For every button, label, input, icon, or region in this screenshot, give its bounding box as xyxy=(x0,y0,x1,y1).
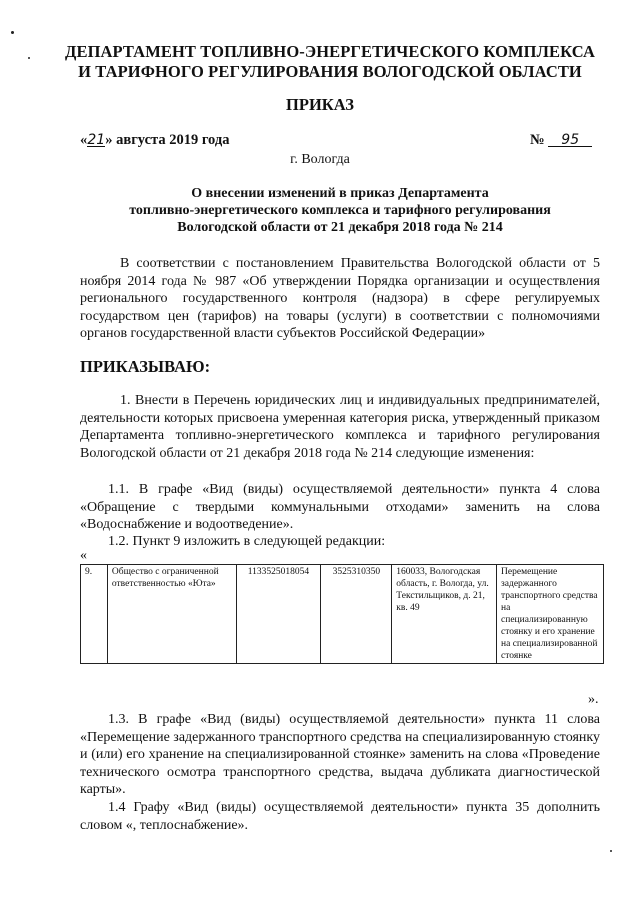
preamble-paragraph: В соответствии с постановлением Правительства Вологодской области от 5 ноября 2014 года № 987 «Об утверждении Порядка организации и осуществления регионального государственного контроля (надзора) в сфере регулируемых государством цен (тарифов) на товары (услуги) в соответствии с полномочиями органов государственной власти субъектов Российской Федерации» xyxy=(80,256,600,341)
handwritten-number: 95 xyxy=(548,134,592,147)
department-header-line2: И ТАРИФНОГО РЕГУЛИРОВАНИЯ ВОЛОГОДСКОЙ ОБЛАСТИ xyxy=(78,62,582,81)
order-word: ПРИКАЗЫВАЮ: xyxy=(80,357,211,376)
subject-line1: О внесении изменений в приказ Департамента xyxy=(191,186,489,201)
item-1-2-paragraph: 1.2. Пункт 9 изложить в следующей редакции: xyxy=(108,534,386,549)
order-number xyxy=(530,132,592,149)
cell-ogrn: 1133525018054 xyxy=(236,565,321,664)
cell-inn: 3525310350 xyxy=(321,565,392,664)
registry-table xyxy=(80,564,604,664)
date-close-quote: » xyxy=(105,132,113,148)
item-1-1-paragraph: 1.1. В графе «Вид (виды) осуществляемой деятельности» пункта 4 слова «Обращение с твердыми коммунальными отходами» заменить на слова «Водоснабжение и водоотведение». xyxy=(80,482,600,532)
cell-activity: Перемещение задержанного транспортного средства на специализированную стоянку и его хранение на специализированной стоянке xyxy=(497,565,604,664)
item-1-3-paragraph: 1.3. В графе «Вид (виды) осуществляемой деятельности» пункта 11 слова «Перемещение задержанного транспортного средства на специализированную стоянку и (или) его хранение на специализированной стоянке» заменить на слова «Проведение технического осмотра транспортного средства, выдача дубликата диагностической карты». xyxy=(80,712,600,797)
scan-dot-mark xyxy=(11,31,14,34)
cell-address: 160033, Вологодская область, г. Вологда, ул. Текстильщиков, д. 21, кв. 49 xyxy=(392,565,497,664)
scan-dot-mark xyxy=(28,57,30,59)
number-label: № xyxy=(530,132,545,148)
item-1-4-paragraph: 1.4 Графу «Вид (виды) осуществляемой деятельности» пункта 35 дополнить словом «, теплоснабжение». xyxy=(80,800,600,833)
table-close-quote: ». xyxy=(588,692,599,707)
scan-dot-mark xyxy=(610,850,612,852)
document-type-title: ПРИКАЗ xyxy=(286,95,354,114)
subject-line3: Вологодской области от 21 декабря 2018 года № 214 xyxy=(177,220,503,235)
department-header-line1: ДЕПАРТАМЕНТ ТОПЛИВНО-ЭНЕРГЕТИЧЕСКОГО КОМПЛЕКСА xyxy=(65,42,595,61)
city-name: г. Вологда xyxy=(290,152,350,167)
item-1-paragraph: 1. Внести в Перечень юридических лиц и индивидуальных предпринимателей, деятельности которых присвоена умеренная категория риска, утвержденный приказом Департамента топливно-энергетического комплекса и тарифного регулирования Вологодской области от 21 декабря 2018 года № 214 следующие изменения: xyxy=(80,393,600,461)
table-row xyxy=(81,565,604,664)
date-month-year: августа 2019 года xyxy=(116,132,230,148)
cell-company-name: Общество с ограниченной ответственностью «Юта» xyxy=(107,565,236,664)
subject-line2: топливно-энергетического комплекса и тарифного регулирования xyxy=(129,203,551,218)
order-date xyxy=(80,132,229,149)
table-open-quote: « xyxy=(80,548,87,563)
handwritten-day: 21 xyxy=(87,132,106,148)
order-subject xyxy=(80,185,600,236)
date-open-quote: « xyxy=(80,132,88,148)
cell-number: 9. xyxy=(81,565,108,664)
